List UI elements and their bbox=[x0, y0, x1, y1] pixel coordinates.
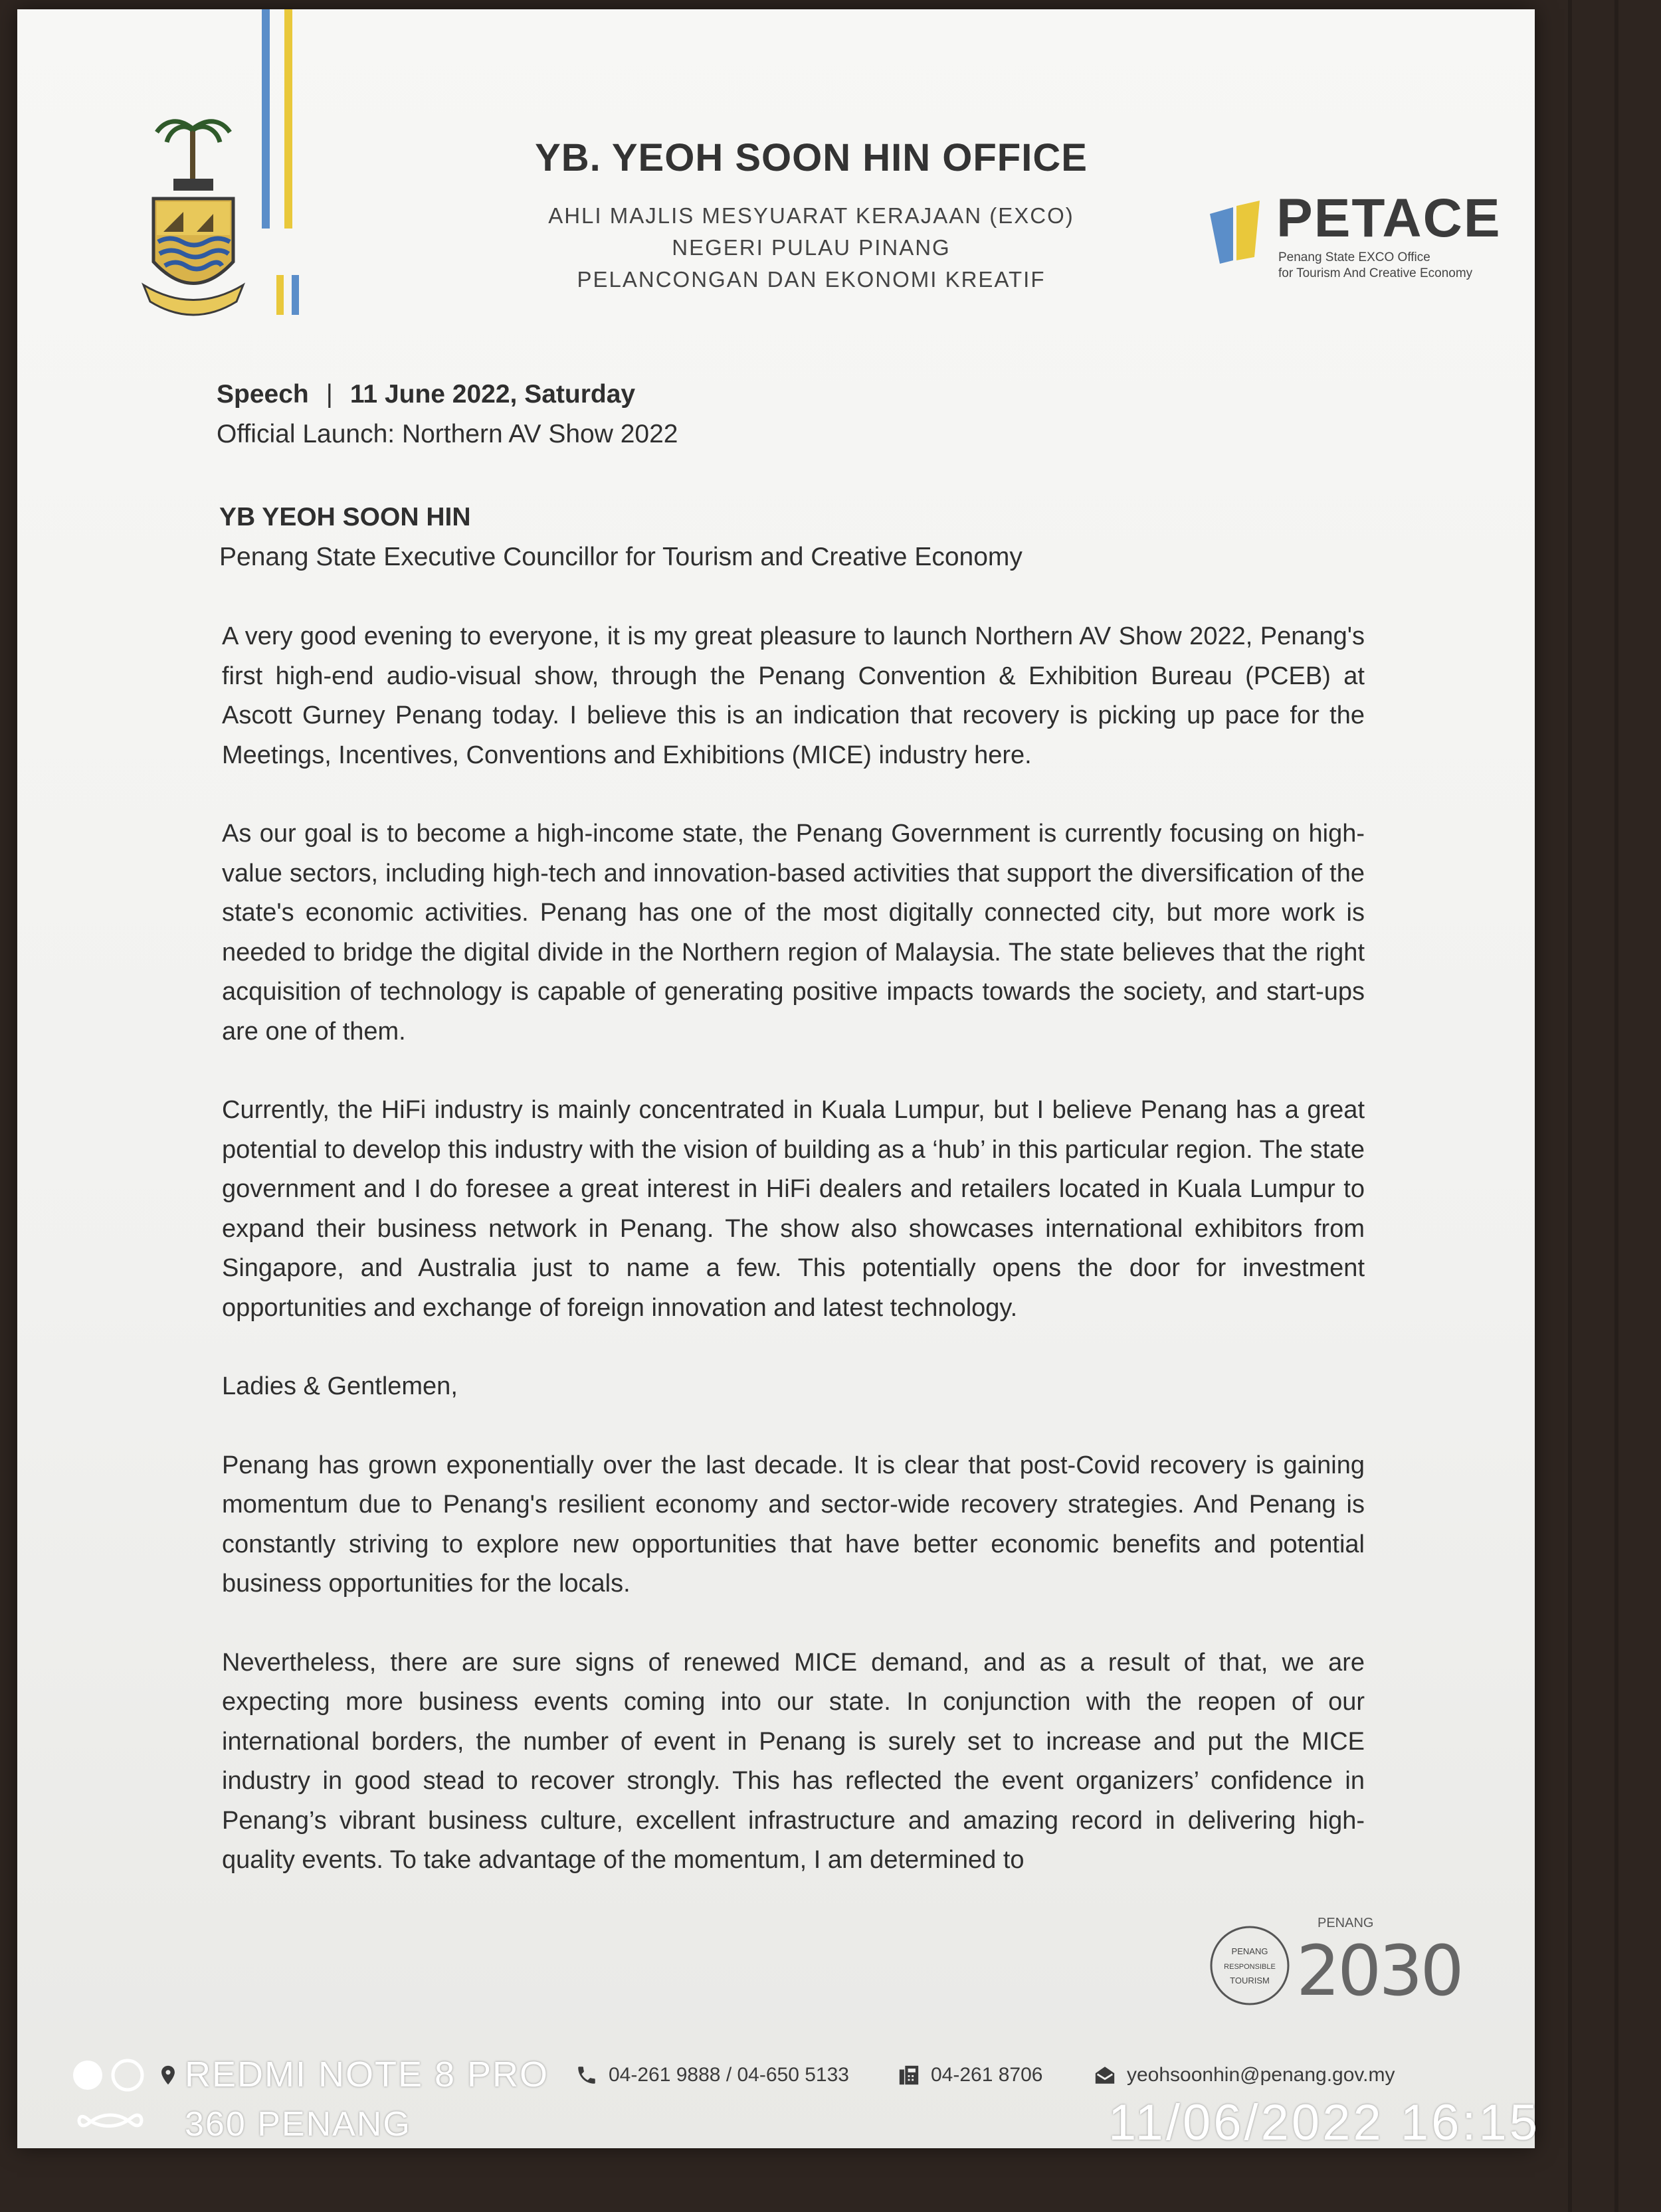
penang-crest-icon bbox=[137, 116, 250, 322]
email-icon bbox=[1094, 2064, 1116, 2086]
speech-date: 11 June 2022, Saturday bbox=[349, 380, 636, 409]
petace-mark-icon bbox=[1207, 201, 1266, 267]
fax-icon bbox=[898, 2064, 920, 2086]
speaker-name: YB YEOH SOON HIN bbox=[219, 503, 471, 531]
footer-fax bbox=[898, 2052, 1043, 2098]
paragraph-2: As our goal is to become a high-income state, the Penang Government is currently focusing on high-value sectors, including high-tech and innovation-based activities that support the diversification of the state's economic activities. Penang has one of the most digitally connected city, but more work is needed to bridge the digital divide in the Northern region of Malaysia. The state believes that the right acquisition of technology is capable of generating positive impacts towards the society, and start-ups are one of them. bbox=[222, 820, 1365, 1046]
svg-text:RESPONSIBLE: RESPONSIBLE bbox=[1224, 1963, 1276, 1971]
header-line-state: NEGERI PULAU PINANG bbox=[672, 235, 951, 260]
penang-2030-logo: PENANG 2030 bbox=[1296, 1916, 1462, 2011]
speaker-block bbox=[219, 498, 1482, 577]
header-line-portfolio: PELANCONGAN DAN EKONOMI KREATIF bbox=[577, 267, 1046, 292]
camera-watermark-icon bbox=[70, 2054, 150, 2147]
speech-body bbox=[222, 617, 1365, 1920]
petace-name: PETACE bbox=[1276, 188, 1502, 248]
letter-page bbox=[17, 9, 1535, 2148]
responsible-tourism-logo bbox=[1207, 1922, 1293, 2009]
speaker-role: Penang State Executive Councillor for Tourism and Creative Economy bbox=[219, 543, 1023, 571]
petace-subtitle: Penang State EXCO Office for Tourism And Creative Economy bbox=[1278, 250, 1473, 280]
footer-phone bbox=[575, 2052, 849, 2098]
email-address: yeohsoonhin@penang.gov.my bbox=[1127, 2064, 1395, 2086]
svg-text:PENANG: PENANG bbox=[1231, 1946, 1268, 1956]
meta-separator: | bbox=[326, 380, 333, 409]
petace-logo bbox=[1193, 189, 1506, 288]
fax-number: 04-261 8706 bbox=[931, 2064, 1043, 2086]
phone-numbers: 04-261 9888 / 04-650 5133 bbox=[609, 2064, 849, 2086]
camera-model: REDMI NOTE 8 PRO bbox=[185, 2055, 549, 2094]
svg-text:TOURISM: TOURISM bbox=[1230, 1976, 1270, 1985]
location-pin-icon bbox=[157, 2064, 179, 2086]
phone-icon bbox=[575, 2064, 598, 2086]
event-title: Official Launch: Northern AV Show 2022 bbox=[217, 420, 678, 448]
paragraph-4: Penang has grown exponentially over the last decade. It is clear that post-Covid recovery is gaining momentum due to Penang's resilient economy and sector-wide recovery strategies. And Penang is constantly striving to explore new opportunities that have better economic benefits and potential business opportunities for the locals. bbox=[222, 1451, 1365, 1598]
camera-timestamp: 11/06/2022 16:15 bbox=[1108, 2094, 1541, 2151]
speech-meta bbox=[217, 375, 1479, 454]
office-header bbox=[442, 136, 1180, 296]
speech-type: Speech bbox=[217, 380, 309, 409]
decorative-color-bars bbox=[243, 9, 323, 322]
camera-location: 360 PENANG bbox=[185, 2105, 411, 2144]
salutation: Ladies & Gentlemen, bbox=[222, 1372, 458, 1400]
paragraph-5: Nevertheless, there are sure signs of renewed MICE demand, and as a result of that, we are expecting more business events coming into our state. In conjunction with the reopen of our international borders, the number of event in Penang is surely set to increase and put the MICE industry in good stead to recover strongly. This has reflected the event organizers’ confidence in Penang’s vibrant business culture, excellent infrastructure and amazing record in delivering high-quality events. To take advantage of the momentum, I am determined to bbox=[222, 1648, 1365, 1874]
paragraph-1: A very good evening to everyone, it is my great pleasure to launch Northern AV Show 2022, Penang's first high-end audio-visual show, through the Penang Convention & Exhibition Bureau (PCEB) at Ascott Gurney Penang today. I believe this is an indication that recovery is picking up pace for the Meetings, Incentives, Conventions and Exhibitions (MICE) industry here. bbox=[222, 622, 1365, 769]
paragraph-3: Currently, the HiFi industry is mainly concentrated in Kuala Lumpur, but I believe Penang has a great potential to develop this industry with the vision of building as a ‘hub’ in this particular region. The state government and I do foresee a great interest in HiFi dealers and retailers located in Kuala Lumpur to expand their business network in Penang. The show also showcases international exhibitors from Singapore, and Australia just to name a few. This potentially opens the door for investment opportunities and exchange of foreign innovation and latest technology. bbox=[222, 1096, 1365, 1322]
header-line-exco: AHLI MAJLIS MESYUARAT KERAJAAN (EXCO) bbox=[548, 203, 1074, 228]
office-title: YB. YEOH SOON HIN OFFICE bbox=[535, 136, 1088, 179]
footer-email bbox=[1094, 2052, 1395, 2098]
